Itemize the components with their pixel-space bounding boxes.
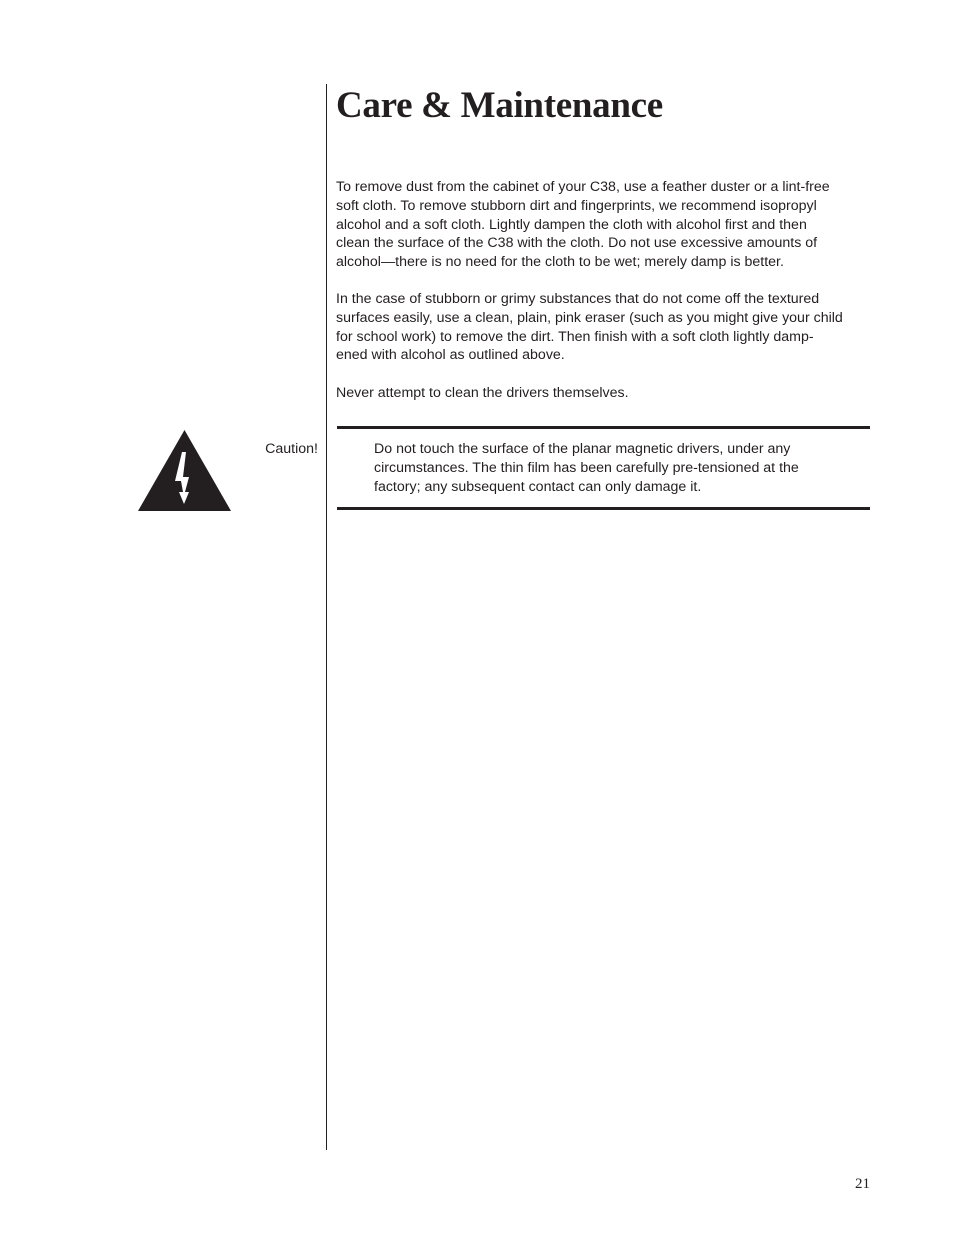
text-line: surfaces easily, use a clean, plain, pink eraser (such as you might give your child (336, 309, 843, 326)
caution-message (374, 440, 854, 496)
paragraph-drivers-note (336, 384, 870, 403)
text-line: In the case of stubborn or grimy substances that do not come off the textured (336, 291, 820, 307)
text-line: soft cloth. To remove stubborn dirt and fingerprints, we recommend isopropyl (336, 197, 817, 214)
text-line: ened with alcohol as outlined above. (336, 347, 565, 364)
column-divider (326, 84, 327, 1150)
text-line: circumstances. The thin film has been carefully pre-tensioned at the (374, 459, 799, 476)
caution-bottom-rule (337, 507, 870, 510)
text-line: Never attempt to clean the drivers themselves. (336, 385, 629, 401)
text-line: clean the surface of the C38 with the cloth. Do not use excessive amounts of (336, 235, 818, 252)
text-line: alcohol—there is no need for the cloth to be wet; merely damp is better. (336, 254, 784, 271)
text-line: for school work) to remove the dirt. Then finish with a soft cloth lightly damp- (336, 328, 814, 345)
page-number: 21 (855, 1176, 870, 1192)
page-title: Care & Maintenance (336, 85, 663, 126)
high-voltage-warning-icon (137, 430, 232, 512)
text-line: Do not touch the surface of the planar magnetic drivers, under any (374, 441, 791, 457)
text-line: alcohol and a soft cloth. Lightly dampen the cloth with alcohol first and then (336, 216, 807, 233)
caution-label: Caution! (265, 441, 318, 457)
paragraph-cabinet-cleaning (336, 178, 870, 272)
paragraph-stubborn-substances (336, 290, 870, 365)
text-line: factory; any subsequent contact can only damage it. (374, 478, 702, 495)
caution-top-rule (337, 426, 870, 429)
text-line: To remove dust from the cabinet of your C38, use a feather duster or a lint-free (336, 179, 830, 195)
